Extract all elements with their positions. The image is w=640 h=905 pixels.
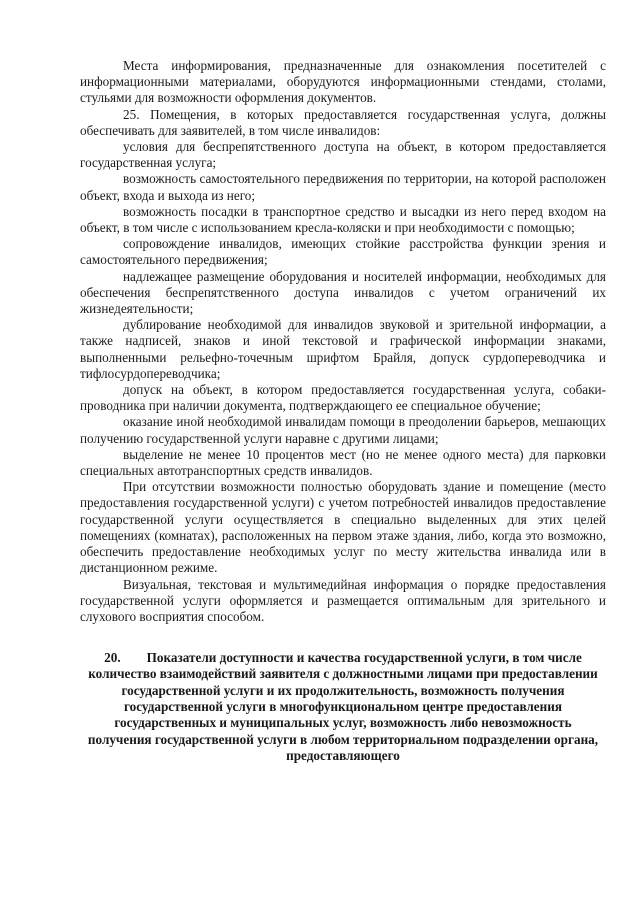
paragraph-multimedia-info: Визуальная, текстовая и мультимедийная информация о порядке предоставления государственной услуги оформляется и размещается оптимальным для зрительного и слухового восприятия способом. (80, 576, 606, 624)
paragraph-info-places: Места информирования, предназначенные для ознакомления посетителей с информационными материалами, оборудуются информационными стендами, столами, стульями для возможности оформления документов. (80, 58, 606, 106)
list-item-escort: сопровождение инвалидов, имеющих стойкие расстройства функции зрения и самостоятельного передвижения; (80, 236, 606, 268)
section-number: 20. (104, 650, 121, 666)
section-title: Показатели доступности и качества государственной услуги, в том числе количество взаимодействий заявителя с должностными лицами при предоставлении государственной услуги и их продолжительность, возможность получения государственной услуги в многофункциональном центре предоставления государственных и муниципальных услуг, возможность либо невозможность получения государственной услуги в любом территориальном подразделении органа, предоставляющего (87, 650, 599, 763)
section-heading-20 (80, 650, 606, 764)
list-item-access-conditions: условия для беспрепятственного доступа на объект, в котором предоставляется государственная услуга; (80, 139, 606, 171)
list-item-information-duplication: дублирование необходимой для инвалидов звуковой и зрительной информации, а также надписей, знаков и иной текстовой и графической информации знаками, выполненными рельефно-точечным шрифтом Брайля, допуск сурдопереводчика и тифлосурдопереводчика; (80, 317, 606, 381)
list-item-equipment-placement: надлежащее размещение оборудования и носителей информации, необходимых для обеспечения беспрепятственного доступа инвалидов с учетом ограничений их жизнедеятельности; (80, 268, 606, 317)
list-item-guide-dog: допуск на объект, в котором предоставляется государственная услуга, собаки-проводника при наличии документа, подтверждающего ее специальное обучение; (80, 382, 606, 414)
list-item-parking: выделение не менее 10 процентов мест (но не менее одного места) для парковки специальных автотранспортных средств инвалидов. (80, 446, 606, 479)
paragraph-alternative-provision: При отсутствии возможности полностью оборудовать здание и помещение (место предоставления государственной услуги) с учетом потребностей инвалидов предоставление государственной услуги осуществляется в специально выделенных для этих целей помещениях (комнатах), расположенных на первом этаже здания, либо, когда это возможно, обеспечить предоставление необходимых услуг по месту жительства инвалида или в дистанционном режиме. (80, 479, 606, 576)
list-item-other-assistance: оказание иной необходимой инвалидам помощи в преодолении барьеров, мешающих получению государственной услуги наравне с другими лицами; (80, 414, 606, 446)
list-item-independent-movement: возможность самостоятельного передвижения по территории, на которой расположен объект, входа и выхода из него; (80, 171, 606, 203)
paragraph-25-premises: 25. Помещения, в которых предоставляется государственная услуга, должны обеспечивать для заявителей, в том числе инвалидов: (80, 106, 606, 138)
list-item-boarding-transport: возможность посадки в транспортное средство и высадки из него перед входом на объект, в том числе с использованием кресла-коляски и при необходимости с помощью; (80, 203, 606, 236)
body-text (80, 58, 606, 625)
